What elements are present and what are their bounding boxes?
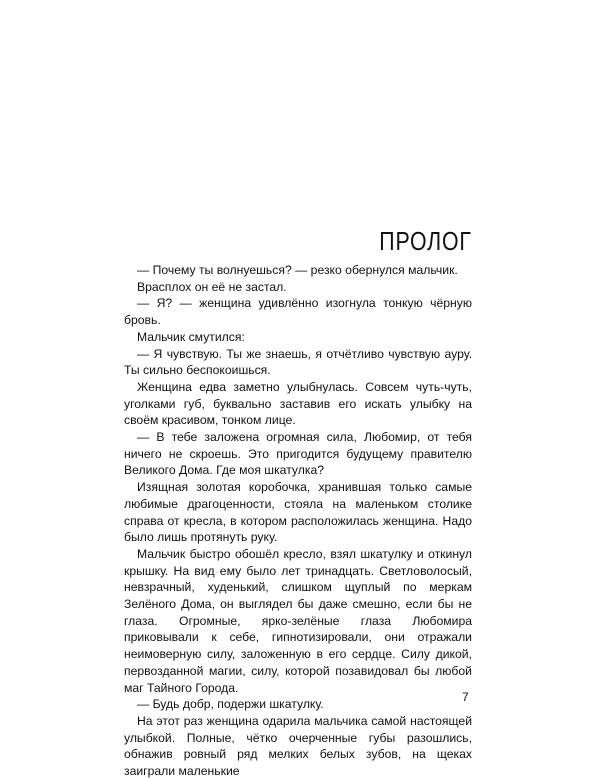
paragraph: — Я? — женщина удивлённо изогнула тонкую чёрную бровь. <box>124 296 472 328</box>
chapter-title: ПРОЛОГ <box>379 226 472 256</box>
paragraph: — Почему ты волнуешься? — резко обернулся мальчик. <box>137 263 458 277</box>
paragraph: Женщина едва заметно улыбнулась. Совсем чуть-чуть, уголками губ, буквально заставив его искать улыбку на своём красивом, тонком лице. <box>124 379 472 428</box>
paragraph: — Я чувствую. Ты же знаешь, я отчётливо чувствую ауру. Ты сильно беспокоишься. <box>124 346 472 378</box>
paragraph: — Будь добр, подержи шкатулку. <box>137 697 324 712</box>
paragraph: Изящная золотая коробочка, хранившая только самые любимые драгоценности, стояла на маленьком столике справа от кресла, в котором расположилась женщина. Надо было лишь протянуть руку. <box>124 480 472 545</box>
paragraph: Мальчик быстро обошёл кресло, взял шкатулку и откинул крышку. На вид ему было лет тринадцать. Светловолосый, невзрачный, худенький, слишком щуплый по меркам Зелёного Дома, он выглядел бы даже смешно, если бы не глаза. Огромные, ярко-зелёные глаза Любомира приковывали к себе, гипнотизировали, они отражали неимоверную силу, заложенную в его сердце. Силу дикой, первозданной магии, силу, которой позавидовал бы любой маг Тайного Города. <box>124 546 472 695</box>
paragraph: На этот раз женщина одарила мальчика самой настоящей улыбкой. Полные, чётко очерченные губы разошлись, обнажив ровный ряд мелких белых зубов, на щеках заиграли маленькие <box>124 713 472 779</box>
paragraph: Мальчик смутился: <box>137 329 245 344</box>
paragraph: Врасплох он её не застал. <box>137 279 287 294</box>
paragraph: — В тебе заложена огромная сила, Любомир, от тебя ничего не скроешь. Это пригодится будущему правителю Великого Дома. Где моя шкатулка? <box>124 430 472 478</box>
page-number: 7 <box>462 690 469 704</box>
body-text <box>124 262 472 780</box>
